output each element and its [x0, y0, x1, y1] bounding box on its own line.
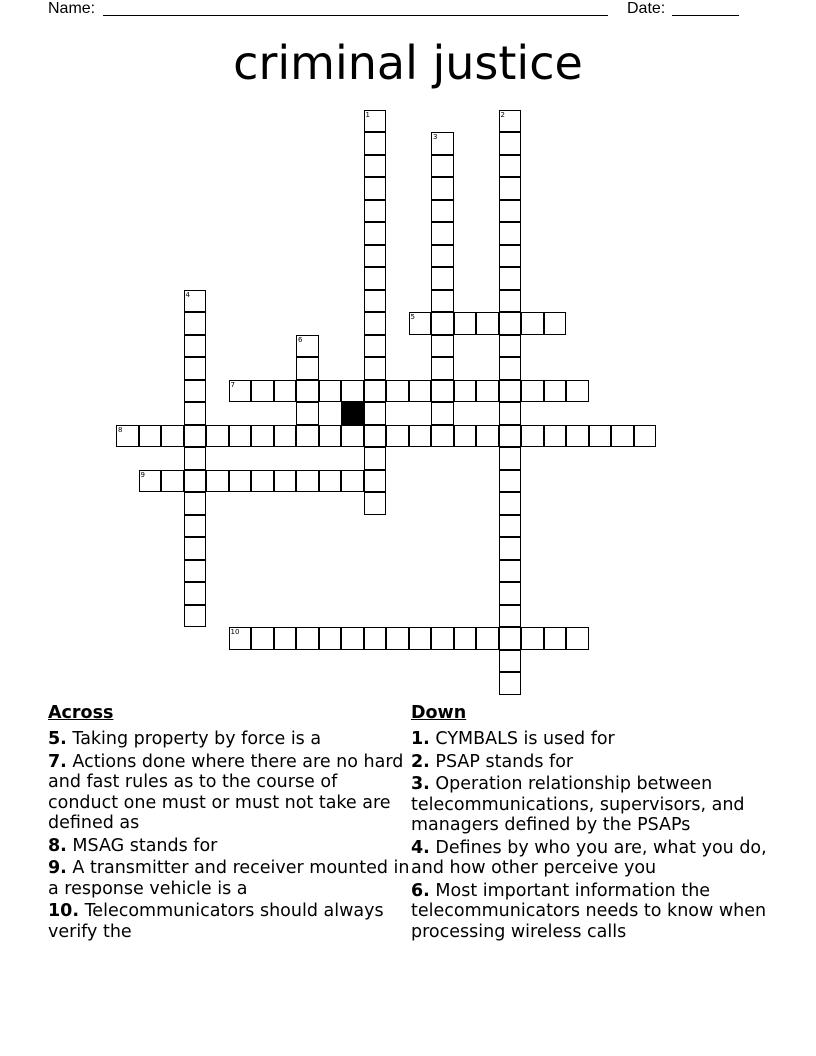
- crossword-cell[interactable]: [476, 425, 499, 448]
- crossword-cell[interactable]: [499, 470, 522, 493]
- crossword-cell[interactable]: [431, 627, 454, 650]
- crossword-cell[interactable]: [499, 515, 522, 538]
- crossword-cell[interactable]: [431, 357, 454, 380]
- clue-number: 5.: [48, 729, 67, 749]
- crossword-cell[interactable]: [431, 380, 454, 403]
- crossword-cell[interactable]: [184, 312, 207, 335]
- crossword-cell[interactable]: [184, 605, 207, 628]
- crossword-cell[interactable]: [184, 492, 207, 515]
- clue-number: 2.: [411, 751, 430, 772]
- clue-text: Actions done where there are no hard and fast rules as to the course of conduct one must or must not take are defined as: [48, 751, 404, 833]
- crossword-cell[interactable]: [296, 470, 319, 493]
- crossword-cell[interactable]: [251, 470, 274, 493]
- crossword-cell[interactable]: [319, 470, 342, 493]
- crossword-cell[interactable]: [499, 155, 522, 178]
- crossword-cell[interactable]: [409, 425, 432, 448]
- crossword-cell[interactable]: [184, 537, 207, 560]
- clue-number-label: 5: [410, 313, 415, 321]
- clue-number: 8.: [48, 835, 67, 856]
- crossword-cell[interactable]: [364, 447, 387, 470]
- crossword-cell[interactable]: [274, 627, 297, 650]
- clue-number-label: 1: [365, 110, 370, 119]
- clue-number-label: 8: [118, 425, 123, 434]
- crossword-cell[interactable]: [544, 380, 567, 403]
- crossword-cell[interactable]: [184, 582, 207, 605]
- clue-across-8: [48, 836, 410, 857]
- date-label: Date:: [627, 0, 666, 17]
- down-clues: [411, 702, 781, 944]
- crossword-cell[interactable]: [184, 425, 207, 448]
- crossword-cell[interactable]: [431, 155, 454, 178]
- crossword-cell[interactable]: [499, 267, 522, 290]
- crossword-cell[interactable]: [364, 627, 387, 650]
- crossword-cell[interactable]: [296, 380, 319, 403]
- crossword-cell[interactable]: [319, 380, 342, 403]
- crossword-cell[interactable]: [431, 425, 454, 448]
- crossword-black-cell: [341, 402, 364, 425]
- crossword-cell[interactable]: [499, 650, 522, 673]
- crossword-cell[interactable]: [364, 132, 387, 155]
- crossword-cell[interactable]: [431, 335, 454, 358]
- crossword-cell[interactable]: [431, 177, 454, 200]
- crossword-cell[interactable]: [364, 200, 387, 223]
- crossword-cell[interactable]: [229, 425, 252, 448]
- clue-number: 7.: [48, 751, 67, 772]
- crossword-cell[interactable]: [476, 627, 499, 650]
- crossword-cell[interactable]: [364, 222, 387, 245]
- crossword-cell[interactable]: [364, 155, 387, 178]
- crossword-cell[interactable]: [499, 605, 522, 628]
- clue-number-label: 4: [185, 290, 190, 299]
- crossword-cell[interactable]: [476, 380, 499, 403]
- crossword-cell[interactable]: [431, 267, 454, 290]
- crossword-cell[interactable]: [161, 470, 184, 493]
- crossword-cell[interactable]: [274, 380, 297, 403]
- crossword-cell[interactable]: [454, 380, 477, 403]
- crossword-cell[interactable]: [499, 672, 522, 695]
- crossword-cell[interactable]: [499, 357, 522, 380]
- clue-number-label: 7: [230, 380, 235, 389]
- crossword-cell[interactable]: [566, 627, 589, 650]
- clue-number-label: 9: [140, 470, 145, 479]
- crossword-cell[interactable]: [499, 447, 522, 470]
- crossword-cell[interactable]: [476, 312, 499, 335]
- clue-down-4: [411, 838, 781, 879]
- clue-text: Most important information the telecommunicators needs to know when processing wireless calls: [411, 880, 767, 942]
- crossword-cell[interactable]: [499, 560, 522, 583]
- crossword-cell[interactable]: [364, 335, 387, 358]
- clue-number: 3.: [411, 774, 430, 794]
- name-label: Name:: [48, 0, 96, 17]
- crossword-cell[interactable]: [251, 627, 274, 650]
- crossword-cell[interactable]: [499, 425, 522, 448]
- crossword-cell[interactable]: [229, 470, 252, 493]
- crossword-cell[interactable]: [184, 515, 207, 538]
- crossword-cell[interactable]: [364, 380, 387, 403]
- crossword-cell[interactable]: [431, 200, 454, 223]
- crossword-cell[interactable]: [184, 470, 207, 493]
- crossword-cell[interactable]: [386, 627, 409, 650]
- crossword-cell[interactable]: [499, 380, 522, 403]
- clue-number: 4.: [411, 837, 430, 858]
- puzzle-title: criminal justice: [233, 36, 583, 90]
- crossword-cell[interactable]: [206, 425, 229, 448]
- crossword-cell[interactable]: [274, 470, 297, 493]
- crossword-cell[interactable]: [499, 200, 522, 223]
- crossword-cell[interactable]: [296, 402, 319, 425]
- crossword-cell[interactable]: [364, 402, 387, 425]
- crossword-cell[interactable]: [184, 357, 207, 380]
- clue-text: CYMBALS is used for: [435, 729, 615, 749]
- clue-down-6: [411, 881, 781, 943]
- clue-number-label: 6: [298, 335, 303, 344]
- crossword-cell[interactable]: [364, 290, 387, 313]
- crossword-cell[interactable]: [364, 177, 387, 200]
- crossword-cell[interactable]: [499, 222, 522, 245]
- across-clues: [48, 702, 410, 944]
- crossword-cell[interactable]: [611, 425, 634, 448]
- clue-text: Taking property by force is a: [72, 729, 322, 749]
- crossword-cell[interactable]: [409, 380, 432, 403]
- clue-down-2: [411, 752, 781, 773]
- clue-across-7: [48, 752, 410, 834]
- clue-text: MSAG stands for: [72, 835, 218, 856]
- crossword-cell[interactable]: [319, 425, 342, 448]
- clue-text: Operation relationship between telecommunications, supervisors, and managers defined by the PSAPs: [411, 774, 745, 835]
- crossword-cell[interactable]: [296, 425, 319, 448]
- crossword-cell[interactable]: [296, 357, 319, 380]
- crossword-cell[interactable]: [499, 492, 522, 515]
- clue-down-3: [411, 774, 781, 836]
- crossword-cell[interactable]: [341, 470, 364, 493]
- crossword-cell[interactable]: [184, 335, 207, 358]
- crossword-cell[interactable]: [364, 312, 387, 335]
- clue-number-label: 10: [230, 628, 240, 636]
- crossword-cell[interactable]: [454, 425, 477, 448]
- crossword-cell[interactable]: [184, 447, 207, 470]
- crossword-cell[interactable]: [499, 537, 522, 560]
- crossword-cell[interactable]: [409, 627, 432, 650]
- crossword-cell[interactable]: [544, 312, 567, 335]
- crossword-cell[interactable]: [521, 312, 544, 335]
- crossword-cell[interactable]: [296, 627, 319, 650]
- crossword-cell[interactable]: [521, 380, 544, 403]
- crossword-cell[interactable]: [454, 312, 477, 335]
- clue-text: Telecommunicators should always verify the: [48, 901, 384, 942]
- crossword-cell[interactable]: [499, 402, 522, 425]
- crossword-cell[interactable]: [251, 380, 274, 403]
- crossword-cell[interactable]: [544, 627, 567, 650]
- clue-number-label: 2: [500, 110, 505, 119]
- crossword-cell[interactable]: [499, 245, 522, 268]
- crossword-cell[interactable]: [431, 245, 454, 268]
- crossword-cell[interactable]: [499, 582, 522, 605]
- crossword-cell[interactable]: [566, 380, 589, 403]
- crossword-cell[interactable]: [386, 380, 409, 403]
- crossword-cell[interactable]: [364, 492, 387, 515]
- crossword-cell[interactable]: [364, 245, 387, 268]
- clue-text: A transmitter and receiver mounted in a response vehicle is a: [48, 858, 410, 899]
- crossword-cell[interactable]: [544, 425, 567, 448]
- clue-across-10: [48, 901, 410, 942]
- crossword-cell[interactable]: [499, 335, 522, 358]
- crossword-cell[interactable]: [364, 425, 387, 448]
- clue-number-label: 3: [433, 133, 438, 141]
- clue-across-9: [48, 858, 410, 899]
- crossword-cell[interactable]: [251, 425, 274, 448]
- crossword-cell[interactable]: [319, 627, 342, 650]
- clue-number: 9.: [48, 858, 67, 878]
- crossword-cell[interactable]: [431, 290, 454, 313]
- clue-number: 1.: [411, 729, 430, 749]
- crossword-cell[interactable]: [364, 267, 387, 290]
- crossword-cell[interactable]: [499, 290, 522, 313]
- crossword-cell[interactable]: [341, 627, 364, 650]
- crossword-cell[interactable]: [364, 357, 387, 380]
- clue-across-5: [48, 729, 410, 750]
- crossword-cell[interactable]: [521, 425, 544, 448]
- crossword-cell[interactable]: [454, 627, 477, 650]
- down-heading: Down: [411, 703, 467, 723]
- across-heading: Across: [48, 703, 114, 723]
- crossword-cell[interactable]: [499, 627, 522, 650]
- crossword-cell[interactable]: [184, 402, 207, 425]
- clue-text: PSAP stands for: [435, 751, 574, 772]
- crossword-cell[interactable]: [184, 560, 207, 583]
- crossword-cell[interactable]: [589, 425, 612, 448]
- crossword-cell[interactable]: [499, 132, 522, 155]
- crossword-cell[interactable]: [634, 425, 657, 448]
- clue-text: Defines by who you are, what you do, and how other perceive you: [411, 837, 767, 878]
- crossword-cell[interactable]: [499, 312, 522, 335]
- crossword-cell[interactable]: [206, 470, 229, 493]
- crossword-cell[interactable]: [431, 312, 454, 335]
- crossword-cell[interactable]: [184, 380, 207, 403]
- clue-number: 10.: [48, 901, 80, 921]
- clue-down-1: [411, 729, 781, 750]
- crossword-cell[interactable]: [139, 425, 162, 448]
- crossword-cell[interactable]: [499, 177, 522, 200]
- clue-number: 6.: [411, 880, 430, 901]
- crossword-cell[interactable]: [341, 425, 364, 448]
- crossword-cell[interactable]: [274, 425, 297, 448]
- crossword-cell[interactable]: [341, 380, 364, 403]
- crossword-cell[interactable]: [386, 425, 409, 448]
- crossword-cell[interactable]: [431, 222, 454, 245]
- crossword-cell[interactable]: [431, 402, 454, 425]
- crossword-cell[interactable]: [521, 627, 544, 650]
- crossword-cell[interactable]: [161, 425, 184, 448]
- crossword-cell[interactable]: [566, 425, 589, 448]
- crossword-cell[interactable]: [364, 470, 387, 493]
